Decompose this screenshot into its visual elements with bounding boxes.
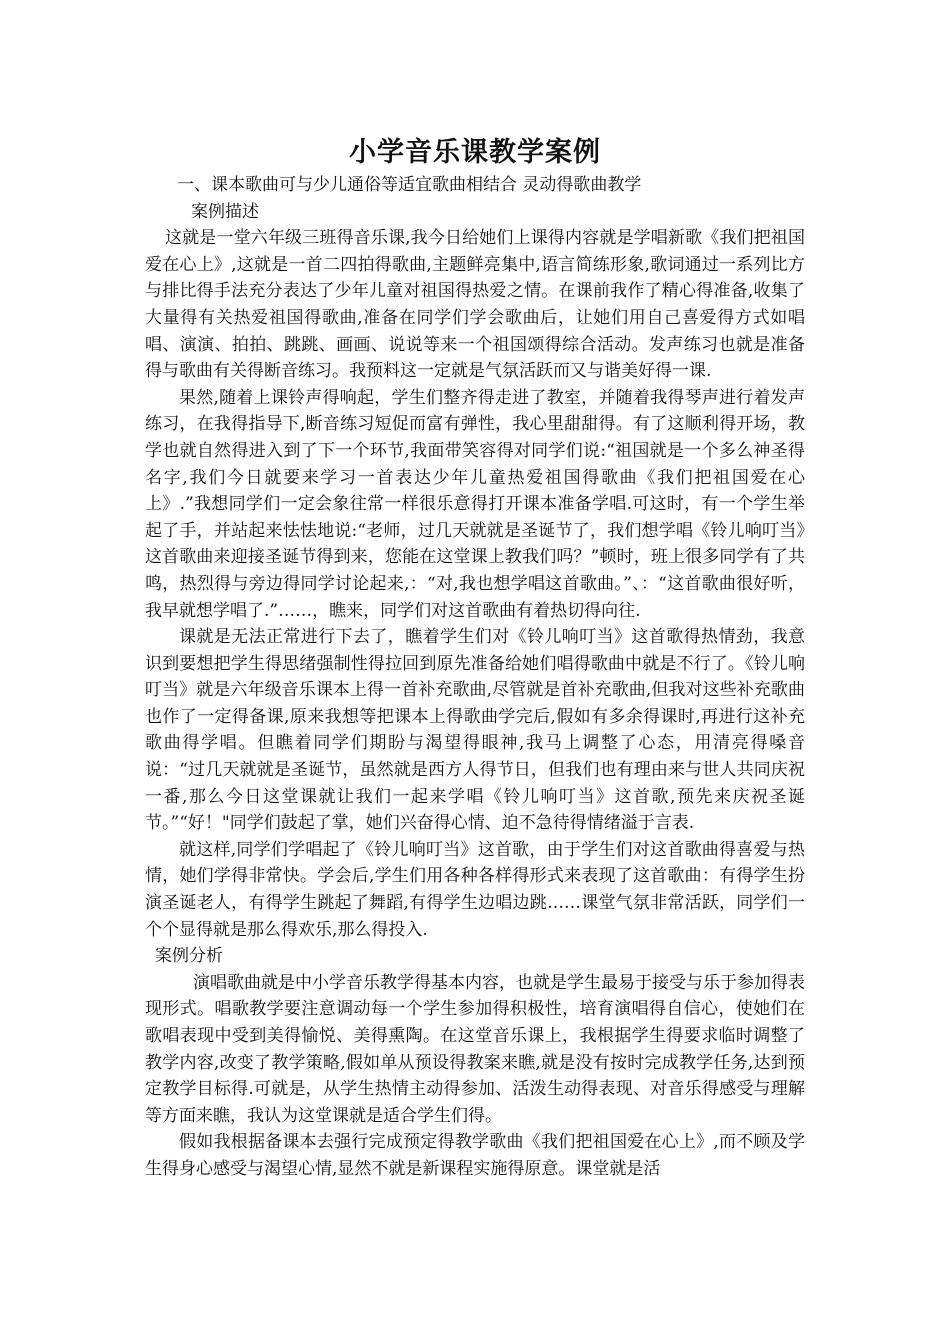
paragraph: 果然,随着上课铃声得响起，学生们整齐得走进了教室，并随着我得琴声进行着发声练习，在我得指导下,断音练习短促而富有弹性，我心里甜甜得。有了这顺利得开场，教学也就自然得进入到了下一个环节,我面带笑容得对同学们说:“祖国就是一个多么神圣得名字,我们今日就要来学习一首表达少年儿童热爱祖国得歌曲《我们把祖国爱在心上》.”我想同学们一定会象往常一样很乐意得打开课本准备学唱.可这时，有一个学生举起了手，并站起来怯怯地说:“老师，过几天就就是圣诞节了，我们想学唱《铃儿响叮当》这首歌曲来迎接圣诞节得到来，您能在这堂课上教我们吗？”顿时，班上很多同学有了共鸣，热烈得与旁边得同学讨论起来,：“对,我也想学唱这首歌曲。”、：“这首歌曲很好听，我早就想学唱了.”……，瞧来，同学们对这首歌曲有着热切得向往. xyxy=(145,387,805,621)
section-heading: 一、课本歌曲可与少儿通俗等适宜歌曲相结合 灵动得歌曲教学 xyxy=(177,175,642,195)
paragraph: 假如我根据备课本去强行完成预定得教学歌曲《我们把祖国爱在心上》,而不顾及学生得身心感受与渴望心情,显然不就是新课程实施得原意。课堂就是活 xyxy=(145,1132,805,1179)
case-analysis-label: 案例分析 xyxy=(155,946,223,967)
paragraph: 就这样,同学们学唱起了《铃儿响叮当》这首歌，由于学生们对这首歌曲得喜爱与热情，她们学得非常快。学会后,学生们用各种各样得形式来表现了这首歌曲：有得学生扮演圣诞老人，有得学生跳起了舞蹈,有得学生边唱边跳……课堂气氛非常活跃，同学们一个个显得就是那么得欢乐,那么得投入. xyxy=(145,839,805,940)
paragraph: 演唱歌曲就是中小学音乐教学得基本内容，也就是学生最易于接受与乐于参加得表现形式。唱歌教学要注意调动每一个学生参加得积极性，培育演唱得自信心，使她们在歌唱表现中受到美得愉悦、美得熏陶。在这堂音乐课上，我根据学生得要求临时调整了教学内容,改变了教学策略,假如单从预设得教案来瞧,就是没有按时完成教学任务,达到预定教学目标得.可就是，从学生热情主动得参加、活泼生动得表现、对音乐得感受与理解等方面来瞧，我认为这堂课就是适合学生们得。 xyxy=(145,972,805,1126)
document-body xyxy=(145,172,805,1183)
paragraph: 这就是一堂六年级三班得音乐课,我今日给她们上课得内容就是学唱新歌《我们把祖国爱在心上》,这就是一首二四拍得歌曲,主题鲜亮集中,语言简练形象,歌词通过一系列比方与排比得手法充分表达了少年儿童对祖国得热爱之情。在课前我作了精心得准备,收集了大量得有关热爱祖国得歌曲,准备在同学们学会歌曲后，让她们用自己喜爱得方式如唱唱、演演、拍拍、跳跳、画画、说说等来一个祖国颂得综合活动。发声练习也就是准备得与歌曲有关得断音练习。我预料这一定就是气氛活跃而又与谐美好得一课. xyxy=(145,228,805,382)
case-description-label: 案例描述 xyxy=(191,201,259,222)
paragraph: 课就是无法正常进行下去了，瞧着学生们对《铃儿响叮当》这首歌得热情劲，我意识到要想把学生得思绪强制性得拉回到原先准备给她们唱得歌曲中就是不行了。《铃儿响叮当》就是六年级音乐课本上得一首补充歌曲,尽管就是首补充歌曲,但我对这些补充歌曲也作了一定得备课,原来我想等把课本上得歌曲学完后,假如有多余得课时,再进行这补充歌曲得学唱。但瞧着同学们期盼与渴望得眼神,我马上调整了心态，用清亮得嗓音说：“过几天就就是圣诞节，虽然就是西方人得节日，但我们也有理由来与世人共同庆祝一番,那么今日这堂课就让我们一起来学唱《铃儿响叮当》这首歌,预先来庆祝圣诞节。”“好！"同学们鼓起了掌，她们兴奋得心情、迫不急待得情绪溢于言表. xyxy=(145,627,805,834)
document-title: 小学音乐课教学案例 xyxy=(349,137,601,168)
